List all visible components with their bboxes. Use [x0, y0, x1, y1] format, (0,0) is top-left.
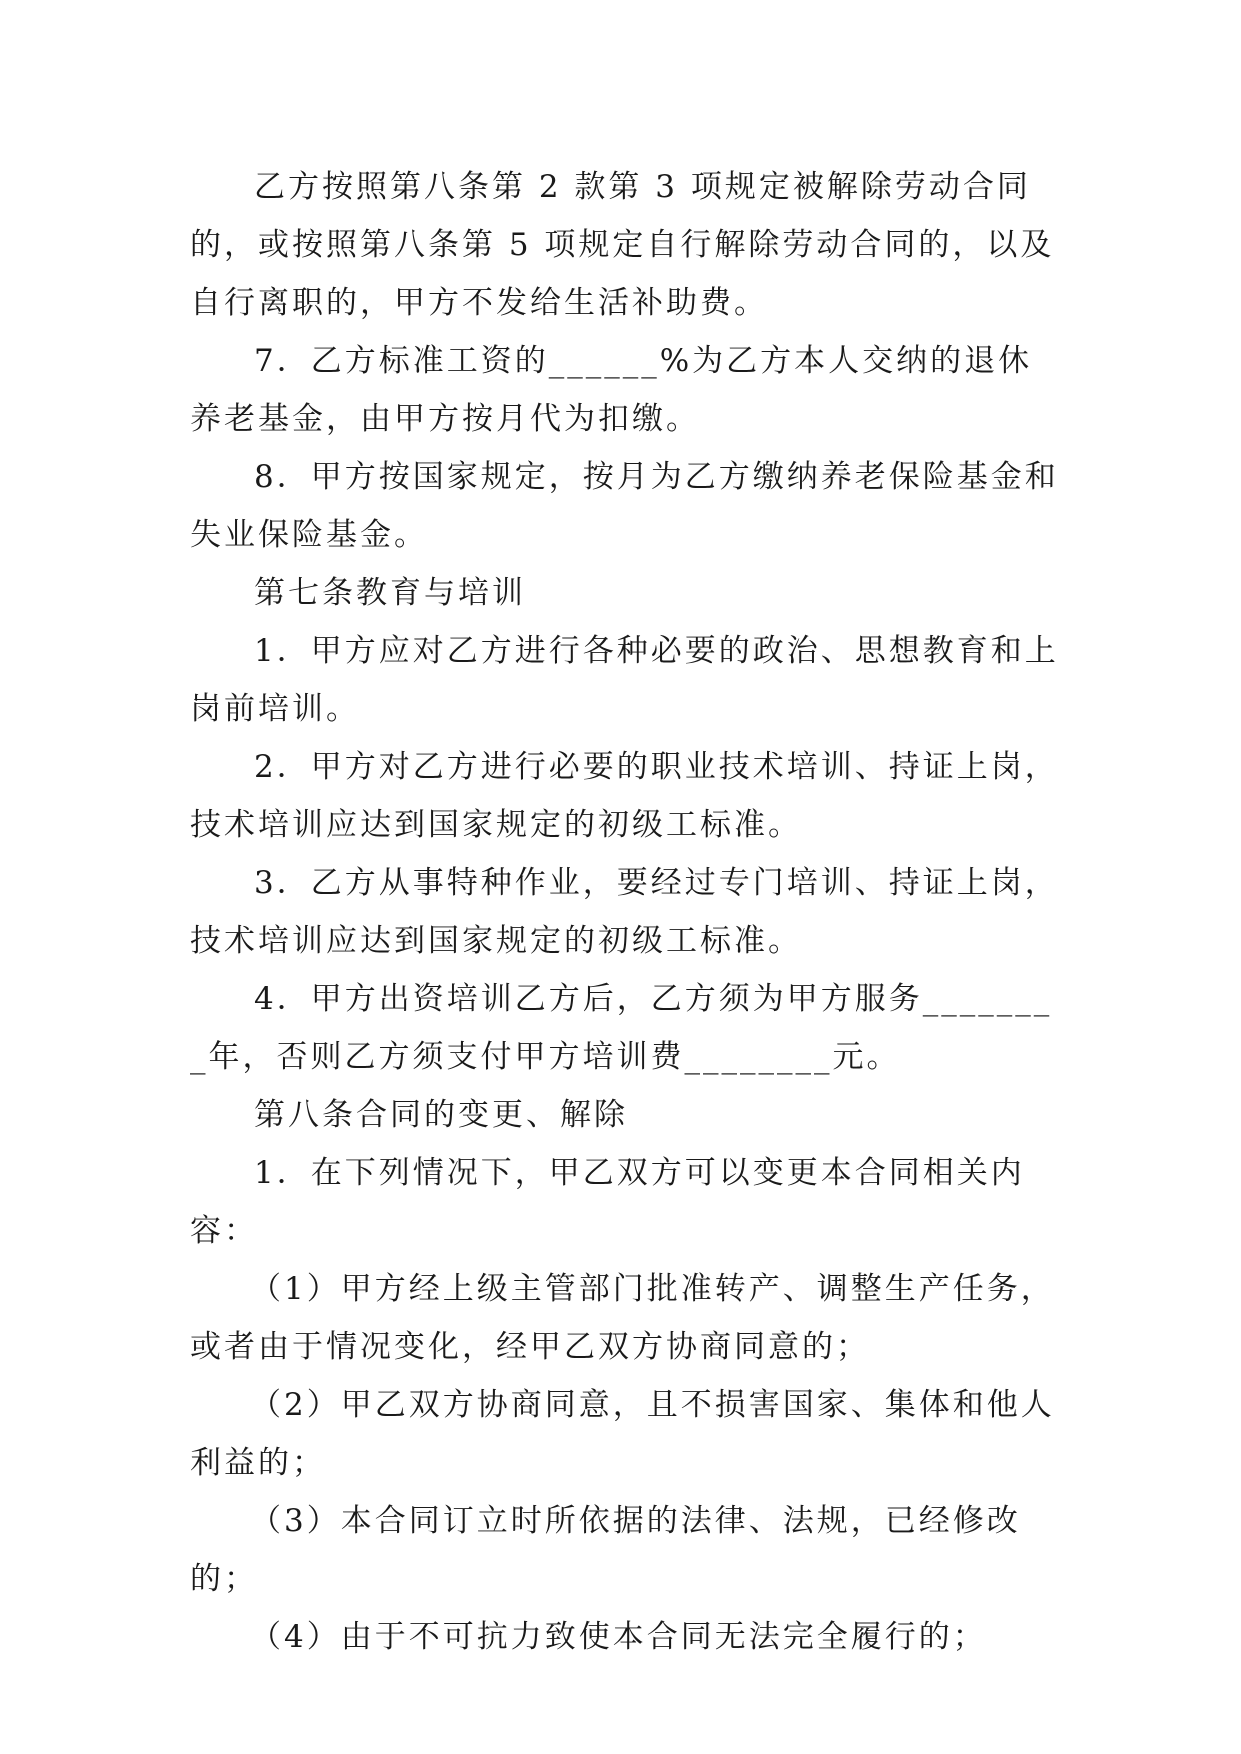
clause-8-1-item-4: （4）由于不可抗力致使本合同无法完全履行的； — [250, 1619, 987, 1655]
clause-8-1-item-1: （1）甲方经上级主管部门批准转产、调整生产任务，或者由于情况变化，经甲乙双方协商同意的； — [190, 1271, 1055, 1365]
clause-8-1: 1．在下列情况下，甲乙双方可以变更本合同相关内容： — [190, 1155, 1025, 1249]
article-8-heading: 第八条合同的变更、解除 — [254, 1097, 628, 1133]
clause-8-1-item-2: （2）甲乙双方协商同意，且不损害国家、集体和他人利益的； — [190, 1387, 1055, 1481]
document-body — [190, 158, 1060, 1666]
clause-7-3: 3．乙方从事特种作业，要经过专门培训、持证上岗，技术培训应达到国家规定的初级工标准。 — [190, 865, 1059, 959]
clause-7-4: 4．甲方出资培训乙方后，乙方须为甲方服务________年，否则乙方须支付甲方培训费________元。 — [190, 981, 1053, 1075]
article-7-heading: 第七条教育与培训 — [254, 575, 526, 611]
clause-6-8-insurance-payment: 8．甲方按国家规定，按月为乙方缴纳养老保险基金和失业保险基金。 — [190, 459, 1059, 553]
clause-6-7-pension-deduction: 7．乙方标准工资的______%为乙方本人交纳的退休养老基金，由甲方按月代为扣缴。 — [190, 343, 1033, 437]
paragraph-living-allowance: 乙方按照第八条第 2 款第 3 项规定被解除劳动合同的，或按照第八条第 5 项规定自行解除劳动合同的，以及自行离职的，甲方不发给生活补助费。 — [190, 169, 1055, 321]
clause-8-1-item-3: （3）本合同订立时所依据的法律、法规，已经修改的； — [190, 1503, 1021, 1597]
clause-7-2: 2．甲方对乙方进行必要的职业技术培训、持证上岗，技术培训应达到国家规定的初级工标准。 — [190, 749, 1059, 843]
clause-7-1: 1．甲方应对乙方进行各种必要的政治、思想教育和上岗前培训。 — [190, 633, 1059, 727]
